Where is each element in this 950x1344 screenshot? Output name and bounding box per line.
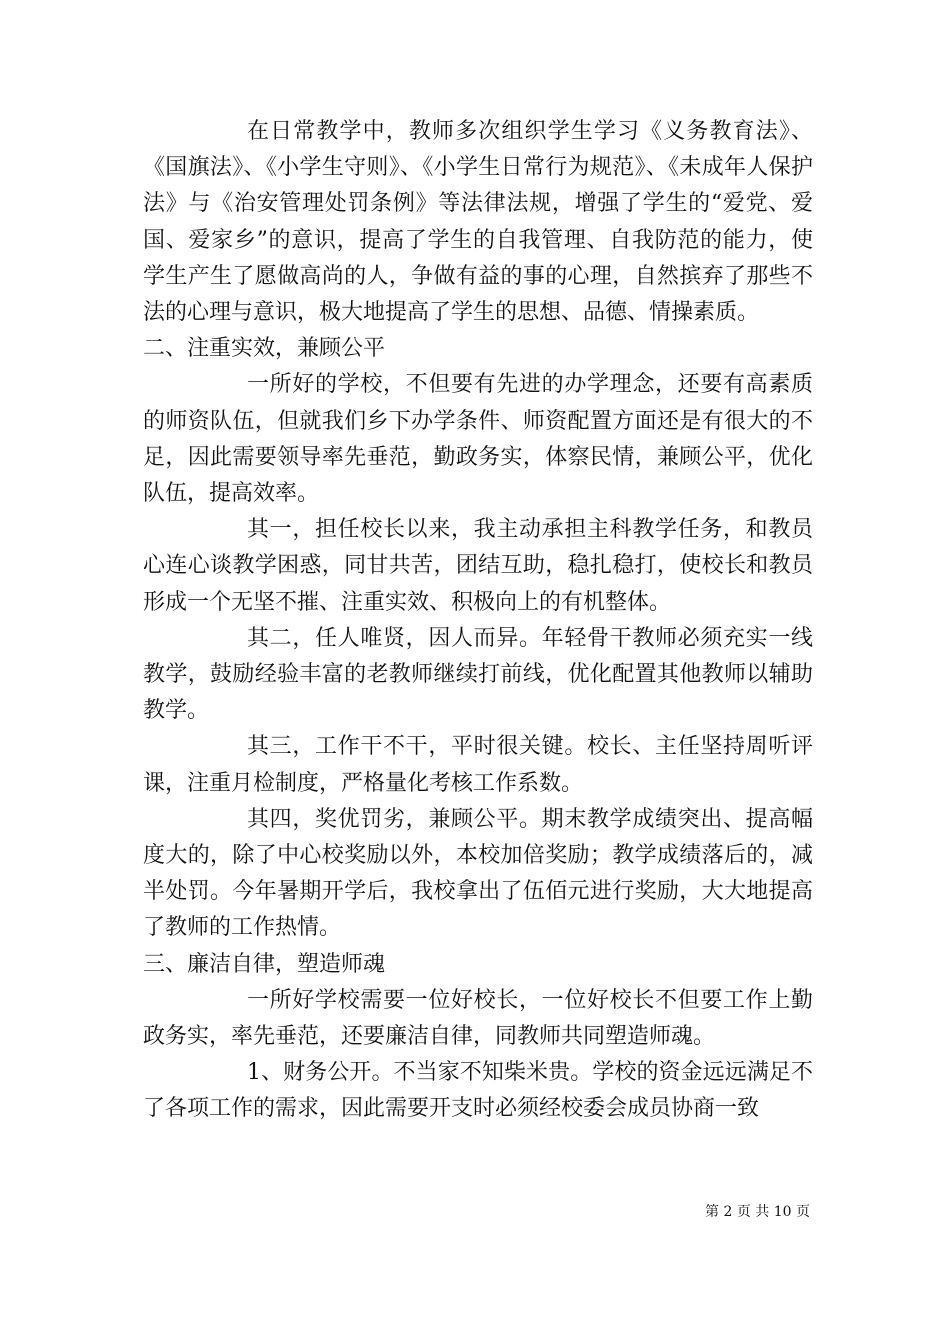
section-heading-2: 二、注重实效，兼顾公平: [143, 336, 386, 362]
paragraph-good-school: 一所好的学校，不但要有先进的办学理念，还要有高素质的师资队伍，但就我们乡下办学条件、师资配置方面还是有很大的不足，因此需要领导率先垂范，勤政务实，体察民情，兼顾公平，优化队伍，提高效率。: [143, 372, 813, 507]
paragraph-second: 其二，任人唯贤，因人而异。年轻骨干教师必须充实一线教学，鼓励经验丰富的老教师继续打前线，优化配置其他教师以辅助教学。: [143, 625, 813, 724]
paragraph-third: 其三，工作干不干，平时很关键。校长、主任坚持周听评课，注重月检制度，严格量化考核工作系数。: [143, 734, 813, 796]
page-number-footer: 第 2 页 共 10 页: [705, 1204, 810, 1220]
paragraph-fourth: 其四，奖优罚劣，兼顾公平。期末教学成绩突出、提高幅度大的，除了中心校奖励以外，本校加倍奖励；教学成绩落后的，减半处罚。今年暑期开学后，我校拿出了伍佰元进行奖励，大大地提高了教师的工作热情。: [143, 806, 813, 941]
section-heading-3: 三、廉洁自律，塑造师魂: [143, 951, 386, 977]
paragraph-first: 其一，担任校长以来，我主动承担主科教学任务，和教员心连心谈教学困惑，同甘共苦，团结互助，稳扎稳打，使校长和教员形成一个无坚不摧、注重实效、积极向上的有机整体。: [143, 517, 813, 615]
paragraph-good-principal: 一所好学校需要一位好校长，一位好校长不但要工作上勤政务实，率先垂范，还要廉洁自律，同教师共同塑造师魂。: [143, 987, 813, 1050]
document-body: [143, 114, 813, 1128]
paragraph-finance-disclosure: 1、财务公开。不当家不知柴米贵。学校的资金远远满足不了各项工作的需求，因此需要开支时必须经校委会成员协商一致: [143, 1060, 813, 1122]
paragraph-legal-education: 在日常教学中，教师多次组织学生学习《义务教育法》、《国旗法》、《小学生守则》、《小学生日常行为规范》、《未成年人保护法》与《治安管理处罚条例》等法律法规，增强了学生的“爱党、爱国、爱家乡”的意识，提高了学生的自我管理、自我防范的能力，使学生产生了愿做高尚的人，争做有益的事的心理，自然摈弃了那些不法的心理与意识，极大地提高了学生的思想、品德、情操素质。: [143, 119, 813, 326]
